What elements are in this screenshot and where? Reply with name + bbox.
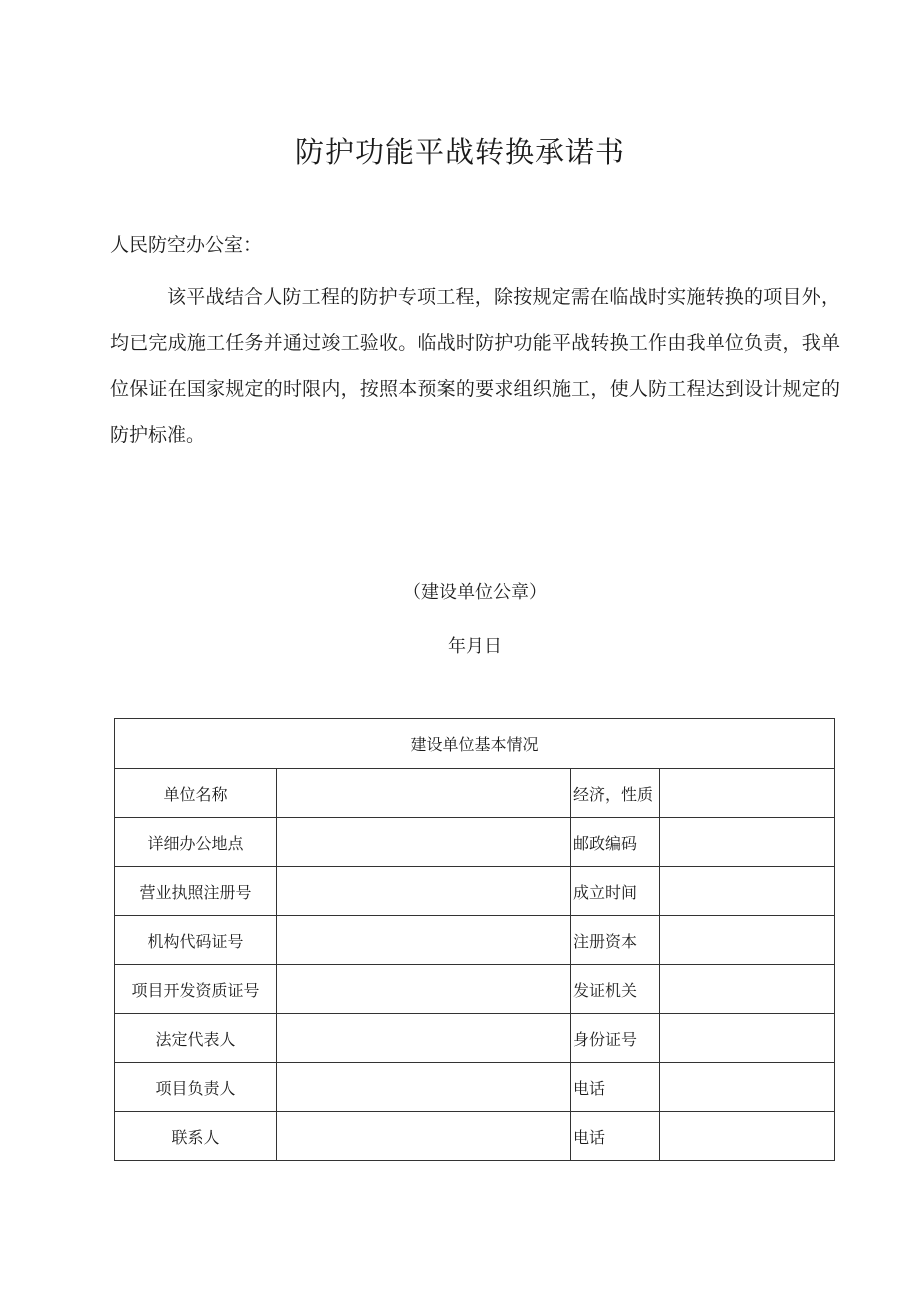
row-label-secondary: 发证机关 [571, 965, 660, 1014]
row-value-field[interactable] [277, 1112, 571, 1161]
table-row [115, 1063, 835, 1112]
addressee: 人民防空办公室： [110, 234, 263, 256]
table-header: 建设单位基本情况 [115, 719, 835, 769]
row-value-field-secondary[interactable] [660, 965, 835, 1014]
row-label-secondary: 经济，性质 [571, 769, 660, 818]
table-row [115, 818, 835, 867]
table-row [115, 1014, 835, 1063]
row-label-secondary: 邮政编码 [571, 818, 660, 867]
row-value-field[interactable] [277, 867, 571, 916]
row-value-field-secondary[interactable] [660, 867, 835, 916]
row-label-secondary: 注册资本 [571, 916, 660, 965]
table-row [115, 965, 835, 1014]
table-row [115, 769, 835, 818]
row-label: 详细办公地点 [115, 818, 277, 867]
row-label: 单位名称 [115, 769, 277, 818]
row-value-field[interactable] [277, 818, 571, 867]
page-title: 防护功能平战转换承诺书 [294, 135, 625, 169]
date-placeholder: 年月日 [448, 636, 502, 657]
table-row [115, 916, 835, 965]
row-value-field[interactable] [277, 965, 571, 1014]
table-header-row [115, 719, 835, 769]
row-value-field-secondary[interactable] [660, 1063, 835, 1112]
row-label: 联系人 [115, 1112, 277, 1161]
row-value-field-secondary[interactable] [660, 916, 835, 965]
row-label-secondary: 身份证号 [571, 1014, 660, 1063]
row-label: 项目开发资质证号 [115, 965, 277, 1014]
row-value-field[interactable] [277, 769, 571, 818]
row-label-secondary: 成立时间 [571, 867, 660, 916]
table-row [115, 1112, 835, 1161]
seal-placeholder: （建设单位公章） [403, 582, 547, 603]
row-label-secondary: 电话 [571, 1063, 660, 1112]
table-row [115, 867, 835, 916]
row-value-field[interactable] [277, 916, 571, 965]
row-label: 营业执照注册号 [115, 867, 277, 916]
body-paragraph: 该平战结合人防工程的防护专项工程，除按规定需在临战时实施转换的项目外，均已完成施工任务并通过竣工验收。临战时防护功能平战转换工作由我单位负责，我单位保证在国家规定的时限内，按照本预案的要求组织施工，使人防工程达到设计规定的防护标准。 [110, 286, 840, 446]
row-label: 法定代表人 [115, 1014, 277, 1063]
row-value-field-secondary[interactable] [660, 769, 835, 818]
row-value-field-secondary[interactable] [660, 1014, 835, 1063]
row-label: 项目负责人 [115, 1063, 277, 1112]
row-value-field[interactable] [277, 1014, 571, 1063]
row-label: 机构代码证号 [115, 916, 277, 965]
row-label-secondary: 电话 [571, 1112, 660, 1161]
basic-info-table [114, 718, 835, 1161]
row-value-field-secondary[interactable] [660, 1112, 835, 1161]
row-value-field-secondary[interactable] [660, 818, 835, 867]
row-value-field[interactable] [277, 1063, 571, 1112]
